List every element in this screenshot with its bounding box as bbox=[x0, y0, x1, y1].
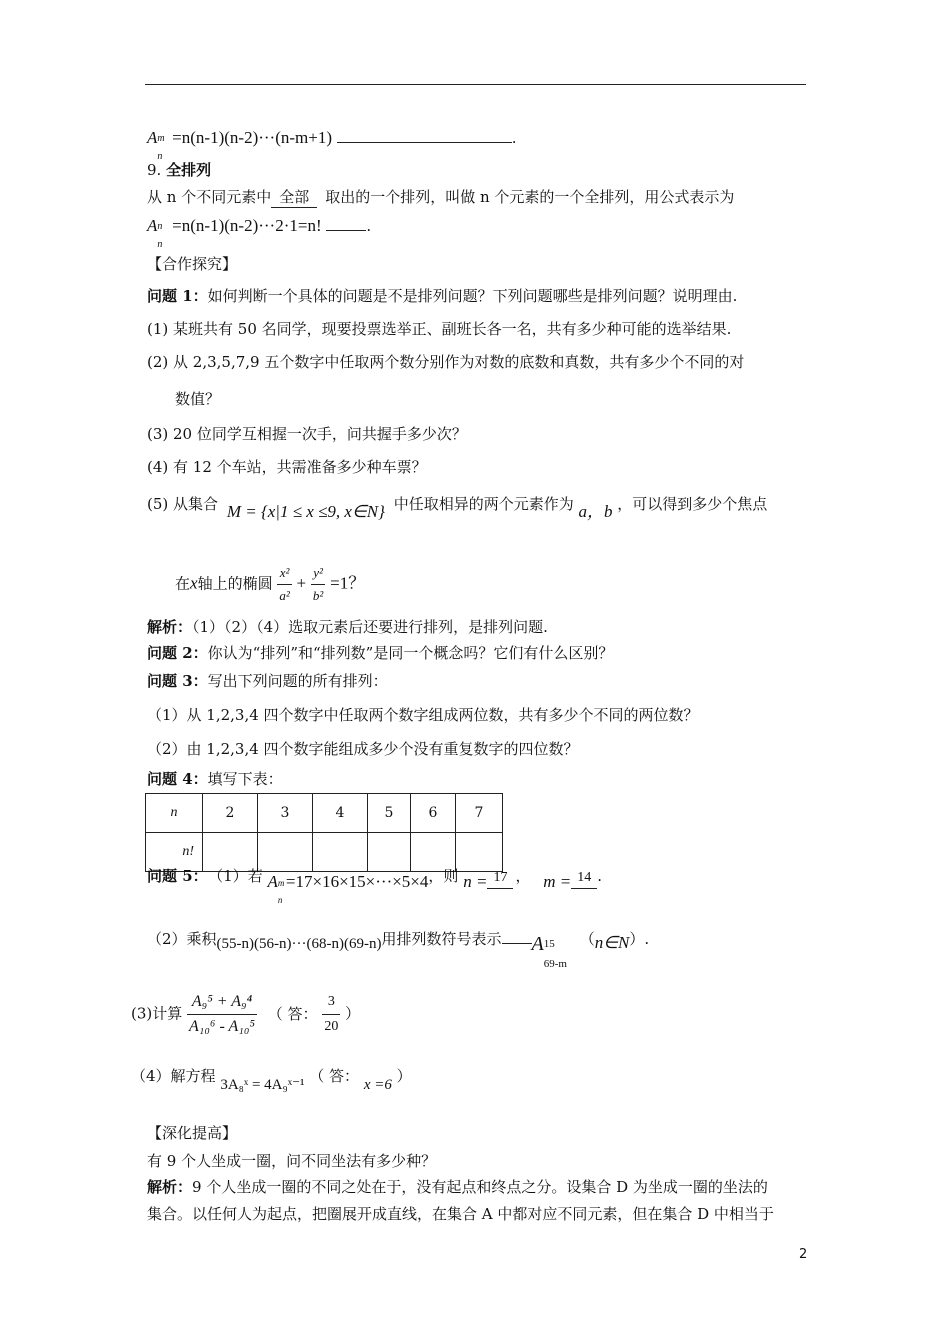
q1-item-3: (3) 20 位同学互相握一次手，问共握手多少次？ bbox=[147, 425, 467, 443]
fill-blank: 全部 bbox=[271, 187, 317, 208]
deep-question: 有 9 个人坐成一圈，问不同坐法有多少种？ bbox=[147, 1152, 437, 1170]
perm-formula-rhs: =n(n-1)(n-2)···(n-m+1) bbox=[172, 128, 333, 147]
question-5-3: (3)计算 $\frac{\text{A₉⁵ + A₉⁴}}{\text{A₁₀⁶ - A₁₀⁵}}$ （ 答： $\frac{3}{20}$ ） bbox=[131, 990, 360, 1039]
q3-item-2: （2）由 1,2,3,4 四个数字能组成多少个没有重复数字的四位数？ bbox=[147, 740, 579, 758]
question-3: 问题 3：写出下列问题的所有排列： bbox=[147, 672, 388, 690]
q3-item-1: （1）从 1,2,3,4 四个数字中任取两个数字组成两位数，共有多少个不同的两位数？ bbox=[147, 706, 699, 724]
table-cell: 2 bbox=[203, 794, 258, 833]
question-2: 问题 2：你认为“排列”和“排列数”是同一个概念吗？它们有什么区别？ bbox=[147, 644, 614, 662]
compute-fraction: $\frac{\text{A₉⁵ + A₉⁴}}{\text{A₁₀⁶ - A₁₀⁵}}$ bbox=[187, 990, 257, 1039]
ellipse-fraction-y: $\frac{\text{y²}}{\text{b²}}$ bbox=[311, 562, 325, 607]
table-cell: n! bbox=[146, 833, 203, 872]
answer-fraction: $\frac{3}{20}$ bbox=[322, 990, 340, 1039]
question-5-2: （2）乘积(55-n)(56-n)···(68-n)(69-n)用排列数符号表示 A 15 69-m （n∈N）. bbox=[147, 930, 650, 970]
analysis-1: 解析：（1）（2）（4）选取元素后还要进行排列，是排列问题. bbox=[147, 618, 548, 636]
question-5-1: 问题 5： （1）若 A m n =17×16×15×···×5×4，则 n = 17 ， m = 14 . bbox=[147, 867, 603, 905]
table-cell: 6 bbox=[411, 794, 456, 833]
ellipse-fraction-x: $\frac{\text{x²}}{\text{a²}}$ bbox=[277, 562, 291, 607]
heading-deepen: 【深化提高】 bbox=[147, 1124, 238, 1142]
question-4: 问题 4：填写下表： bbox=[147, 770, 283, 788]
heading-cooperative: 【合作探究】 bbox=[147, 255, 238, 273]
table-cell: n bbox=[146, 794, 203, 833]
table-cell: 3 bbox=[258, 794, 313, 833]
q1-item-5-cont: 在x轴上的椭圆 $\frac{\text{x²}}{\text{a²}}$ + $\frac{\text{y²}}{\text{b²}}$ =1？ bbox=[175, 562, 365, 607]
table-row bbox=[146, 794, 503, 833]
deep-analysis-cont: 集合。以任何人为起点，把圈展开成直线，在集合 A 中都对应不同元素，但在集合 D 中相当于 bbox=[147, 1205, 774, 1223]
q1-item-4: (4) 有 12 个车站，共需准备多少种车票？ bbox=[147, 458, 427, 476]
blank-underline bbox=[326, 216, 366, 231]
q1-item-1: (1) 某班共有 50 名同学，现要投票选举正、副班长各一名，共有多少种可能的选举结果. bbox=[147, 320, 732, 338]
perm-formula-line: A m n =n(n-1)(n-2)···(n-m+1) . bbox=[147, 128, 517, 162]
blank-underline bbox=[337, 128, 512, 143]
page-number: 2 bbox=[799, 1247, 808, 1262]
full-perm-formula: A n n =n(n-1)(n-2)···2·1=n! . bbox=[147, 216, 372, 250]
table-cell: 4 bbox=[313, 794, 368, 833]
deep-analysis: 解析：9 个人坐成一圈的不同之处在于，没有起点和终点之分。设集合 D 为坐成一圈的坐法的 bbox=[147, 1178, 768, 1196]
q1-item-2-cont: 数值？ bbox=[175, 390, 221, 408]
blank-underline bbox=[502, 929, 532, 944]
q1-item-2: (2) 从 2,3,5,7,9 五个数字中任取两个数分别作为对数的底数和真数，共有多少个不同的对 bbox=[147, 353, 745, 371]
question-1: 问题 1：如何判断一个具体的问题是不是排列问题？下列问题哪些是排列问题？说明理由. bbox=[147, 287, 738, 305]
header-rule bbox=[145, 84, 806, 85]
answer-m: 14 bbox=[571, 868, 597, 889]
set-M: M = {x|1 ≤ x ≤9, x∈N} bbox=[226, 502, 385, 521]
q1-item-5: (5) 从集合 M = {x|1 ≤ x ≤9, x∈N} 中任取相异的两个元素作为 a，b ，可以得到多少个焦点 bbox=[147, 495, 768, 521]
question-5-4: （4）解方程 3A₈ˣ = 4A₉ˣ⁻¹ （ 答： x =6 ） bbox=[131, 1067, 412, 1093]
answer-n: 17 bbox=[487, 868, 513, 889]
table-cell: 7 bbox=[456, 794, 503, 833]
perm-symbol: A bbox=[147, 128, 158, 147]
section-9-title: 9. 全排列 bbox=[147, 161, 212, 179]
full-perm-definition: 从 n 个不同元素中 全部 取出的一个排列，叫做 n 个元素的一个全排列，用公式表示为 bbox=[147, 188, 735, 206]
factorial-table bbox=[145, 793, 503, 872]
table-cell: 5 bbox=[368, 794, 411, 833]
